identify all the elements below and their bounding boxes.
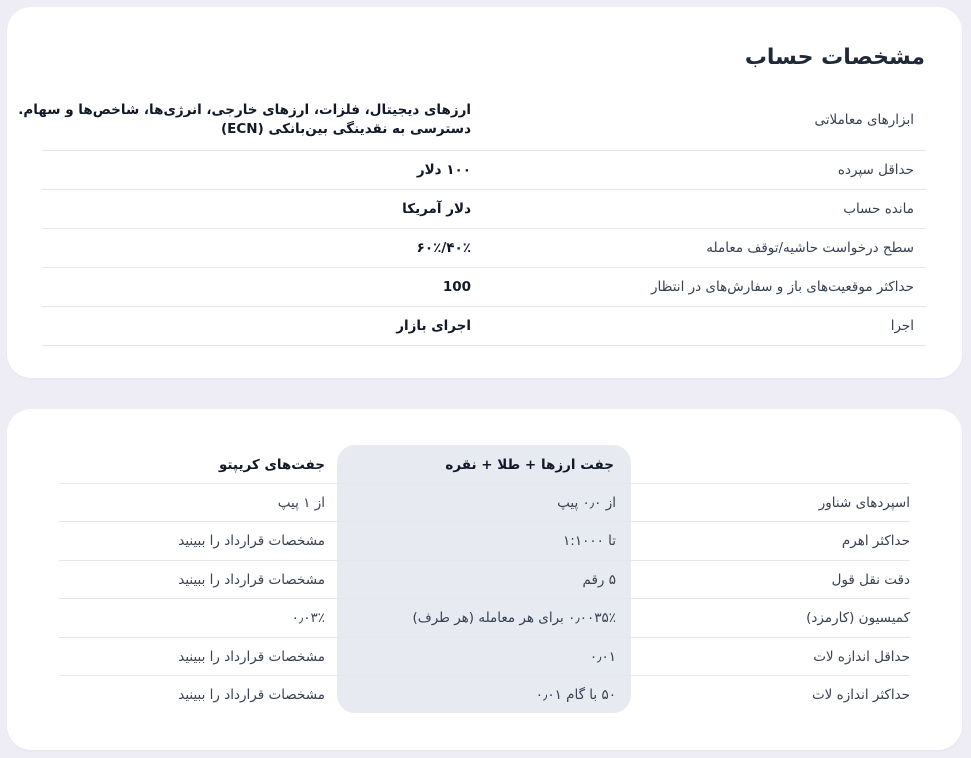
row-label: دقت نقل قول — [831, 572, 910, 588]
table-row — [42, 307, 926, 346]
standard-value: ۰٫۰۱ — [589, 649, 616, 665]
comparison-table — [7, 409, 962, 750]
table-row — [59, 521, 910, 560]
row-value: ۴۰٪/۶۰٪ — [416, 239, 471, 256]
table-row — [59, 560, 910, 599]
column-header-crypto: جفت‌های کریپتو — [218, 457, 325, 473]
row-label: حداکثر اهرم — [841, 533, 910, 549]
table-row — [42, 229, 926, 268]
crypto-value: از ۱ پیپ — [277, 495, 325, 511]
row-label: اسپردهای شناور — [818, 495, 910, 511]
row-label: حداقل اندازه لات — [813, 649, 910, 665]
crypto-value: ۰٫۰۳٪ — [291, 610, 325, 626]
table-row — [59, 483, 910, 522]
row-value-line: ارزهای دیجیتال، فلزات، ارزهای خارجی، انرژی‌ها، شاخص‌ها و سهام. — [18, 102, 471, 118]
table-row — [42, 268, 926, 307]
table-row — [42, 190, 926, 229]
comparison-card — [7, 409, 962, 750]
row-value — [18, 101, 471, 139]
crypto-value: مشخصات قرارداد را ببینید — [178, 533, 325, 549]
row-label: حداکثر اندازه لات — [811, 687, 910, 703]
table-row — [42, 151, 926, 190]
row-label: حداکثر موقعیت‌های باز و سفارش‌های در انتظار — [651, 279, 914, 295]
standard-value: تا ۱:۱۰۰۰ — [563, 533, 616, 549]
row-label: کمیسیون (کارمزد) — [806, 610, 910, 626]
standard-value: ۰٫۰۰۳۵٪ برای هر معامله (هر طرف) — [412, 610, 616, 626]
table-row — [59, 637, 910, 676]
row-value: دلار آمریکا — [402, 200, 471, 217]
row-label: حداقل سپرده — [837, 162, 914, 178]
standard-value: ۵۰ با گام ۰٫۰۱ — [535, 687, 616, 703]
table-row — [59, 598, 910, 637]
row-label: ابزارهای معاملاتی — [814, 112, 914, 128]
standard-value: از ۰٫۰ پیپ — [557, 495, 616, 511]
row-value: 100 — [442, 278, 471, 295]
crypto-value: مشخصات قرارداد را ببینید — [178, 687, 325, 703]
row-label: مانده حساب — [843, 201, 914, 217]
table-row — [18, 90, 926, 151]
page-title: مشخصات حساب — [744, 45, 925, 70]
account-specs-card — [7, 7, 962, 378]
column-header-standard: جفت ارزها + طلا + نقره — [445, 457, 614, 473]
row-value: اجرای بازار — [396, 317, 471, 334]
row-label: اجرا — [890, 318, 914, 334]
standard-value: ۵ رقم — [582, 572, 616, 588]
row-value: ۱۰۰ دلار — [416, 161, 471, 178]
table-row — [59, 675, 910, 714]
crypto-value: مشخصات قرارداد را ببینید — [178, 649, 325, 665]
account-specs-table — [18, 90, 926, 346]
row-label: سطح درخواست حاشیه/توقف معامله — [706, 240, 914, 256]
row-value-line: دسترسی به نقدینگی بین‌بانکی (ECN) — [221, 121, 471, 137]
crypto-value: مشخصات قرارداد را ببینید — [178, 572, 325, 588]
